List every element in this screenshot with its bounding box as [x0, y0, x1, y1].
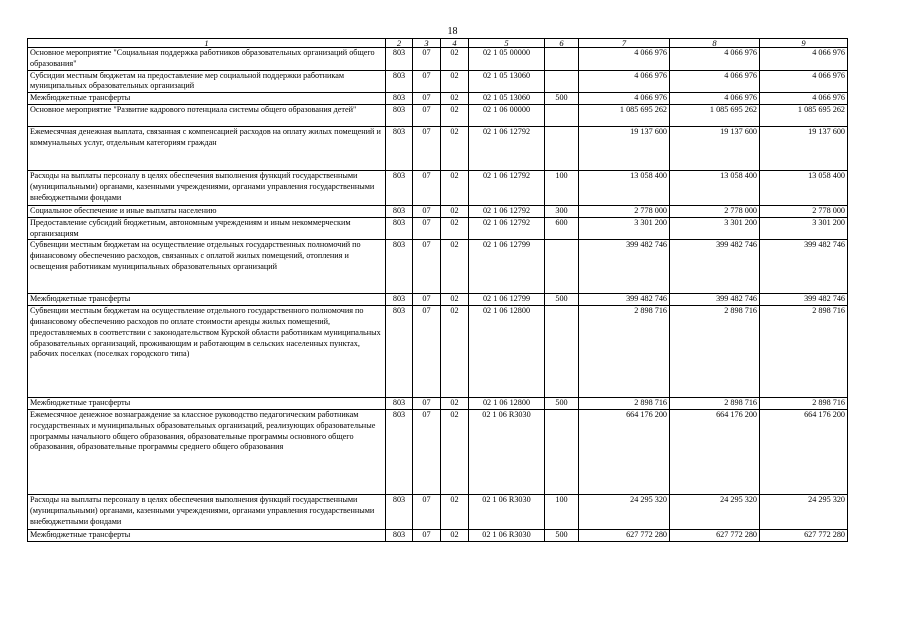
row-name: Расходы на выплаты персоналу в целях обеспечения выполнения функций государственными (муниципальными) органами, казенными учреждениями, органами управления государственными внебюджетными фондами — [28, 170, 386, 205]
ministry-code: 803 — [386, 217, 413, 240]
amount-col-9: 19 137 600 — [760, 126, 848, 170]
ministry-code: 803 — [386, 240, 413, 294]
expense-type-code: 500 — [545, 529, 579, 541]
amount-col-8: 4 066 976 — [670, 70, 760, 93]
amount-col-9: 13 058 400 — [760, 170, 848, 205]
row-name: Субвенции местным бюджетам на осуществление отдельных государственных полномочий по финансовому обеспечению расходов, связанных с оплатой жилых помещений, отопления и освещения работникам муниципальных образовательных организаций — [28, 240, 386, 294]
amount-col-9: 4 066 976 — [760, 48, 848, 71]
ministry-code: 803 — [386, 294, 413, 306]
column-number: 4 — [441, 39, 469, 48]
amount-col-8: 399 482 746 — [670, 294, 760, 306]
section-code: 07 — [413, 398, 441, 410]
subsection-code: 02 — [441, 126, 469, 170]
target-article-code: 02 1 06 12792 — [469, 126, 545, 170]
table-row — [28, 205, 848, 217]
amount-col-9: 3 301 200 — [760, 217, 848, 240]
amount-col-8: 13 058 400 — [670, 170, 760, 205]
ministry-code: 803 — [386, 494, 413, 529]
section-code: 07 — [413, 48, 441, 71]
ministry-code: 803 — [386, 409, 413, 494]
section-code: 07 — [413, 494, 441, 529]
section-code: 07 — [413, 240, 441, 294]
row-name: Межбюджетные трансферты — [28, 398, 386, 410]
table-row — [28, 529, 848, 541]
subsection-code: 02 — [441, 409, 469, 494]
amount-col-9: 2 778 000 — [760, 205, 848, 217]
section-code: 07 — [413, 217, 441, 240]
amount-col-9: 24 295 320 — [760, 494, 848, 529]
target-article-code: 02 1 06 R3030 — [469, 409, 545, 494]
target-article-code: 02 1 05 00000 — [469, 48, 545, 71]
amount-col-9: 664 176 200 — [760, 409, 848, 494]
amount-col-7: 4 066 976 — [579, 93, 670, 105]
ministry-code: 803 — [386, 104, 413, 126]
amount-col-9: 2 898 716 — [760, 398, 848, 410]
amount-col-7: 2 778 000 — [579, 205, 670, 217]
subsection-code: 02 — [441, 494, 469, 529]
amount-col-7: 4 066 976 — [579, 70, 670, 93]
amount-col-7: 664 176 200 — [579, 409, 670, 494]
amount-col-7: 19 137 600 — [579, 126, 670, 170]
ministry-code: 803 — [386, 70, 413, 93]
amount-col-7: 2 898 716 — [579, 306, 670, 398]
subsection-code: 02 — [441, 217, 469, 240]
amount-col-9: 399 482 746 — [760, 240, 848, 294]
ministry-code: 803 — [386, 205, 413, 217]
table-row — [28, 70, 848, 93]
table-row — [28, 126, 848, 170]
column-number: 3 — [413, 39, 441, 48]
amount-col-7: 399 482 746 — [579, 240, 670, 294]
amount-col-8: 2 898 716 — [670, 306, 760, 398]
row-name: Субвенции местным бюджетам на осуществление отдельного государственного полномочия по финансовому обеспечению расходов по оплате стоимости аренды жилых помещений, предоставляемых в соответствии с законодательством Курской области работникам муниципальных образовательных организаций, проживающим и работающим в сельских населенных пунктах, рабочих поселках (поселках городского типа) — [28, 306, 386, 398]
table-row — [28, 93, 848, 105]
amount-col-9: 4 066 976 — [760, 70, 848, 93]
expense-type-code: 500 — [545, 294, 579, 306]
expense-type-code — [545, 48, 579, 71]
amount-col-8: 399 482 746 — [670, 240, 760, 294]
amount-col-7: 399 482 746 — [579, 294, 670, 306]
target-article-code: 02 1 06 00000 — [469, 104, 545, 126]
ministry-code: 803 — [386, 48, 413, 71]
column-number: 7 — [579, 39, 670, 48]
page-number: 18 — [447, 26, 458, 37]
section-code: 07 — [413, 170, 441, 205]
table-row — [28, 217, 848, 240]
amount-col-9: 627 772 280 — [760, 529, 848, 541]
target-article-code: 02 1 06 12792 — [469, 217, 545, 240]
amount-col-7: 3 301 200 — [579, 217, 670, 240]
amount-col-9: 4 066 976 — [760, 93, 848, 105]
subsection-code: 02 — [441, 306, 469, 398]
table-row — [28, 306, 848, 398]
amount-col-7: 24 295 320 — [579, 494, 670, 529]
amount-col-8: 4 066 976 — [670, 93, 760, 105]
target-article-code: 02 1 06 12792 — [469, 205, 545, 217]
section-code: 07 — [413, 294, 441, 306]
expense-type-code — [545, 70, 579, 93]
amount-col-7: 4 066 976 — [579, 48, 670, 71]
target-article-code: 02 1 06 R3030 — [469, 529, 545, 541]
subsection-code: 02 — [441, 205, 469, 217]
amount-col-8: 2 778 000 — [670, 205, 760, 217]
target-article-code: 02 1 06 12792 — [469, 170, 545, 205]
subsection-code: 02 — [441, 48, 469, 71]
target-article-code: 02 1 06 12800 — [469, 398, 545, 410]
amount-col-8: 2 898 716 — [670, 398, 760, 410]
subsection-code: 02 — [441, 240, 469, 294]
expense-type-code: 500 — [545, 398, 579, 410]
column-number-row — [28, 39, 848, 48]
table-row — [28, 240, 848, 294]
amount-col-8: 3 301 200 — [670, 217, 760, 240]
row-name: Социальное обеспечение и иные выплаты населению — [28, 205, 386, 217]
row-name: Предоставление субсидий бюджетным, автономным учреждениям и иным некоммерческим организациям — [28, 217, 386, 240]
column-number: 6 — [545, 39, 579, 48]
amount-col-8: 664 176 200 — [670, 409, 760, 494]
section-code: 07 — [413, 529, 441, 541]
target-article-code: 02 1 06 12800 — [469, 306, 545, 398]
subsection-code: 02 — [441, 70, 469, 93]
column-number: 8 — [670, 39, 760, 48]
amount-col-7: 1 085 695 262 — [579, 104, 670, 126]
subsection-code: 02 — [441, 104, 469, 126]
row-name: Основное мероприятие "Социальная поддержка работников образовательных организаций общего образования" — [28, 48, 386, 71]
ministry-code: 803 — [386, 306, 413, 398]
row-name: Межбюджетные трансферты — [28, 294, 386, 306]
table-row — [28, 104, 848, 126]
table-row — [28, 48, 848, 71]
expense-type-code: 300 — [545, 205, 579, 217]
target-article-code: 02 1 06 12799 — [469, 294, 545, 306]
section-code: 07 — [413, 70, 441, 93]
subsection-code: 02 — [441, 170, 469, 205]
row-name: Субсидии местным бюджетам на предоставление мер социальной поддержки работникам муниципальных образовательных организаций — [28, 70, 386, 93]
section-code: 07 — [413, 104, 441, 126]
amount-col-9: 2 898 716 — [760, 306, 848, 398]
row-name: Межбюджетные трансферты — [28, 93, 386, 105]
ministry-code: 803 — [386, 529, 413, 541]
expense-type-code — [545, 306, 579, 398]
row-name: Ежемесячная денежная выплата, связанная с компенсацией расходов на оплату жилых помещений и коммунальных услуг, отдельным категориям граждан — [28, 126, 386, 170]
table-row — [28, 398, 848, 410]
amount-col-8: 19 137 600 — [670, 126, 760, 170]
section-code: 07 — [413, 409, 441, 494]
subsection-code: 02 — [441, 93, 469, 105]
row-name: Ежемесячное денежное вознаграждение за классное руководство педагогическим работникам государственных и муниципальных образовательных организаций, реализующих образовательные программы начального общего образования, образовательные программы основного общего образования, образовательные программы среднего общего образования — [28, 409, 386, 494]
section-code: 07 — [413, 126, 441, 170]
column-number: 9 — [760, 39, 848, 48]
amount-col-8: 1 085 695 262 — [670, 104, 760, 126]
subsection-code: 02 — [441, 529, 469, 541]
target-article-code: 02 1 06 R3030 — [469, 494, 545, 529]
expense-type-code: 100 — [545, 494, 579, 529]
expense-type-code: 100 — [545, 170, 579, 205]
amount-col-8: 627 772 280 — [670, 529, 760, 541]
ministry-code: 803 — [386, 126, 413, 170]
amount-col-8: 4 066 976 — [670, 48, 760, 71]
section-code: 07 — [413, 306, 441, 398]
expense-type-code — [545, 409, 579, 494]
ministry-code: 803 — [386, 93, 413, 105]
table-row — [28, 494, 848, 529]
subsection-code: 02 — [441, 294, 469, 306]
amount-col-9: 1 085 695 262 — [760, 104, 848, 126]
column-number: 1 — [28, 39, 386, 48]
expense-type-code: 500 — [545, 93, 579, 105]
row-name: Основное мероприятие "Развитие кадрового потенциала системы общего образования детей" — [28, 104, 386, 126]
amount-col-7: 627 772 280 — [579, 529, 670, 541]
row-name: Межбюджетные трансферты — [28, 529, 386, 541]
table-row — [28, 170, 848, 205]
amount-col-9: 399 482 746 — [760, 294, 848, 306]
budget-table — [27, 38, 848, 542]
target-article-code: 02 1 05 13060 — [469, 93, 545, 105]
section-code: 07 — [413, 93, 441, 105]
expense-type-code — [545, 126, 579, 170]
amount-col-8: 24 295 320 — [670, 494, 760, 529]
row-name: Расходы на выплаты персоналу в целях обеспечения выполнения функций государственными (муниципальными) органами, казенными учреждениями, органами управления государственными внебюджетными фондами — [28, 494, 386, 529]
table-row — [28, 409, 848, 494]
section-code: 07 — [413, 205, 441, 217]
amount-col-7: 2 898 716 — [579, 398, 670, 410]
ministry-code: 803 — [386, 398, 413, 410]
ministry-code: 803 — [386, 170, 413, 205]
expense-type-code — [545, 240, 579, 294]
column-number: 2 — [386, 39, 413, 48]
table-row — [28, 294, 848, 306]
target-article-code: 02 1 05 13060 — [469, 70, 545, 93]
amount-col-7: 13 058 400 — [579, 170, 670, 205]
expense-type-code: 600 — [545, 217, 579, 240]
target-article-code: 02 1 06 12799 — [469, 240, 545, 294]
subsection-code: 02 — [441, 398, 469, 410]
column-number: 5 — [469, 39, 545, 48]
expense-type-code — [545, 104, 579, 126]
